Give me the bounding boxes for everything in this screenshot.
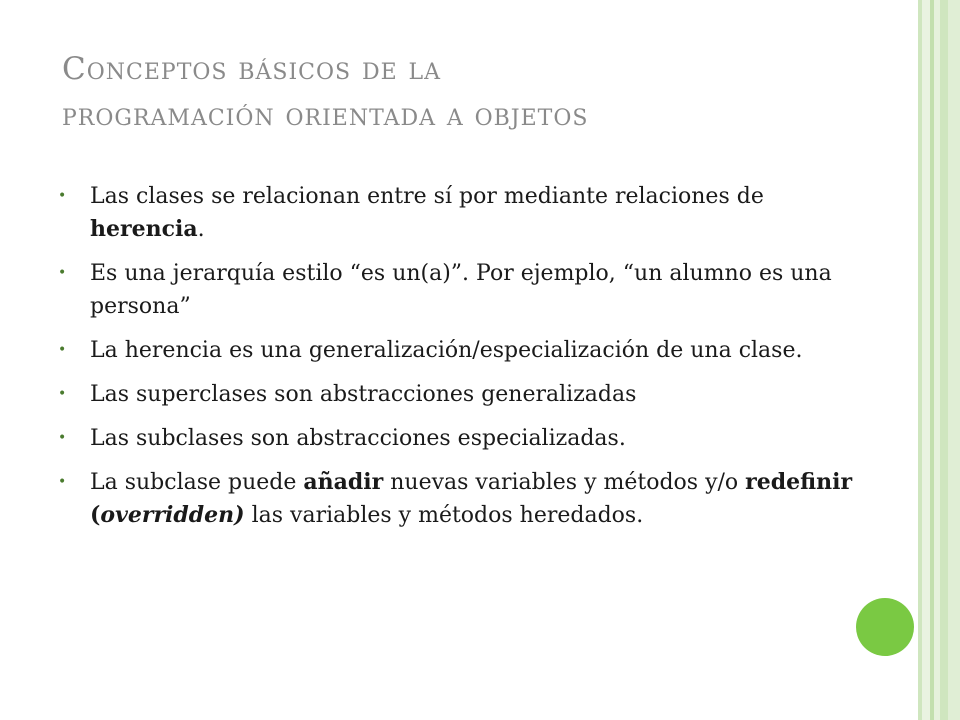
bullet-bold-text: redefinir <box>745 469 853 495</box>
bullet-text: nuevas variables y métodos y/o <box>383 470 746 495</box>
bullet-item <box>58 466 878 532</box>
bullet-icon: • <box>58 265 67 281</box>
bullet-icon: • <box>58 386 67 402</box>
slide-title-line-1: Conceptos básicos de la <box>62 51 441 87</box>
bullet-text: La subclase puede <box>90 470 304 495</box>
bullet-list <box>58 180 878 543</box>
bullet-text: Las superclases son abstracciones generalizadas <box>90 382 637 407</box>
bullet-bold-text: añadir <box>303 469 384 495</box>
bullet-text: las variables y métodos heredados. <box>244 503 644 528</box>
bullet-text: Es una jerarquía estilo “es un(a)”. Por ejemplo, “un alumno es una persona” <box>90 261 832 319</box>
bullet-text: La herencia es una generalización/especialización de una clase. <box>90 338 803 363</box>
bullet-bold-italic-text: overridden) <box>100 502 245 528</box>
decorative-stripe <box>922 0 930 720</box>
green-circle-decoration <box>856 598 914 656</box>
bullet-item <box>58 378 878 411</box>
bullet-item <box>58 257 878 323</box>
slide-title-line-2: programación orientada a objetos <box>62 97 589 133</box>
bullet-text: Las clases se relacionan entre sí por mediante relaciones de <box>90 184 764 209</box>
bullet-icon: • <box>58 430 67 446</box>
bullet-item <box>58 180 878 246</box>
decorative-stripe <box>940 0 948 720</box>
slide-title <box>62 46 882 138</box>
bullet-bold-text: herencia <box>90 216 198 242</box>
bullet-icon: • <box>58 474 67 490</box>
bullet-icon: • <box>58 188 67 204</box>
bullet-text: . <box>197 217 205 242</box>
decorative-stripe <box>948 0 960 720</box>
bullet-text: Las subclases son abstracciones especializadas. <box>90 426 626 451</box>
bullet-item <box>58 334 878 367</box>
bullet-icon: • <box>58 342 67 358</box>
bullet-item <box>58 422 878 455</box>
bullet-bold-text: ( <box>90 502 101 528</box>
